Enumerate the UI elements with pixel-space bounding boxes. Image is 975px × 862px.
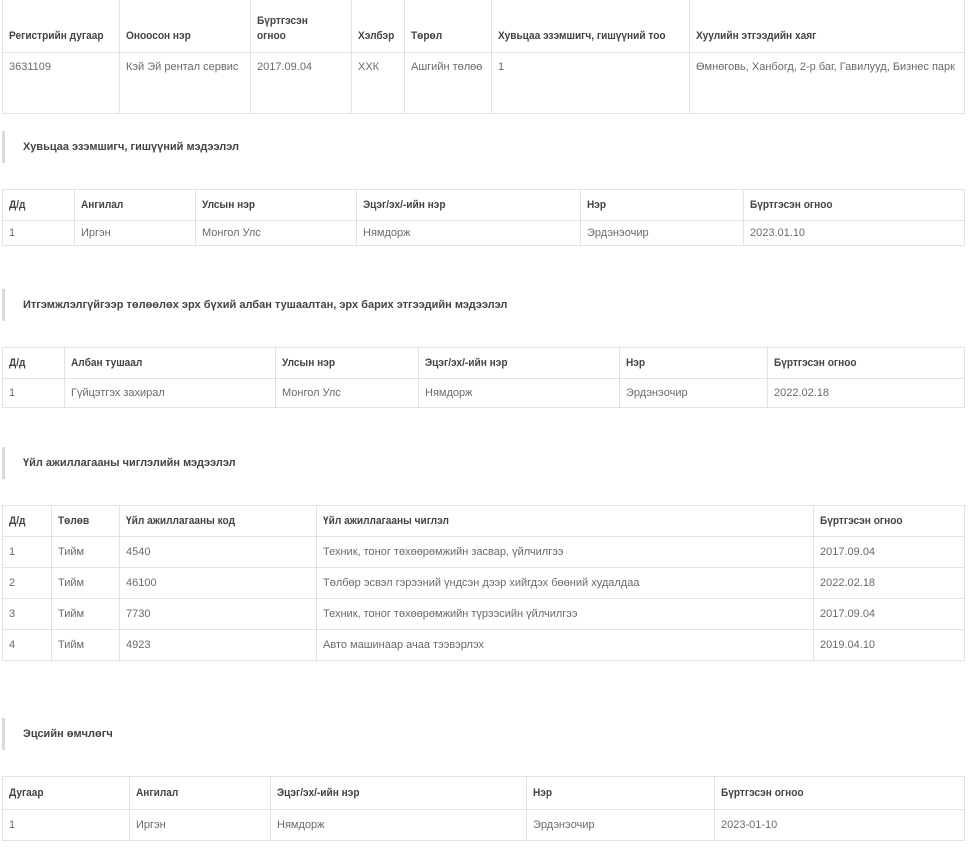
- cell: 2019.04.10: [814, 630, 965, 661]
- cell: 2: [3, 568, 52, 599]
- cell: 2022.02.18: [768, 379, 965, 408]
- header: Улсын нэр: [276, 348, 408, 379]
- officials-table: [2, 347, 965, 408]
- cell: Нямдорж: [271, 810, 527, 841]
- header-registered-date: Бүртгэсэн огноо: [251, 0, 344, 53]
- cell: Гүйцэтгэх захирал: [65, 379, 276, 408]
- section-shareholders: [2, 131, 964, 163]
- cell: Төлбөр эсвэл гэрээний үндсэн дээр хийгдэх бөөний худалдаа: [317, 568, 814, 599]
- section-title: Үйл ажиллагааны чиглэлийн мэдээлэл: [23, 457, 236, 469]
- cell: Нямдорж: [419, 379, 620, 408]
- section-title: Хувьцаа эзэмшигч, гишүүний мэдээлэл: [23, 141, 240, 153]
- header-name: Оноосон нэр: [120, 0, 241, 53]
- cell: 1: [3, 537, 52, 568]
- header: Улсын нэр: [196, 190, 344, 221]
- header: Бүртгэсэн огноо: [814, 506, 953, 537]
- header-register-number: Регистрийн дугаар: [3, 0, 111, 53]
- header: Ангилал: [75, 190, 186, 221]
- table-row: [3, 568, 965, 599]
- cell: 4923: [120, 630, 317, 661]
- cell: 1: [492, 53, 690, 114]
- header: Дугаар: [3, 777, 120, 810]
- cell: Монгол Улс: [196, 221, 357, 246]
- cell: 1: [3, 810, 130, 841]
- cell: 1: [3, 379, 65, 408]
- header: Бүртгэсэн огноо: [715, 777, 945, 810]
- cell: 46100: [120, 568, 317, 599]
- cell: Ашгийн төлөө: [405, 53, 492, 114]
- cell: 4: [3, 630, 52, 661]
- header: Үйл ажиллагааны чиглэл: [317, 506, 774, 537]
- cell: Эрдэнэочир: [620, 379, 768, 408]
- cell: 2017.09.04: [814, 599, 965, 630]
- header: Нэр: [620, 348, 756, 379]
- beneficiary-table: [2, 776, 965, 841]
- header: Эцэг/эх/-ийн нэр: [357, 190, 563, 221]
- header-shareholder-count: Хувьцаа эзэмшигч, гишүүний тоо: [492, 0, 674, 53]
- header: Бүртгэсэн огноо: [744, 190, 947, 221]
- cell: 4540: [120, 537, 317, 568]
- header: Д/д: [3, 190, 69, 221]
- cell: 2023-01-10: [715, 810, 965, 841]
- table-row: [3, 379, 965, 408]
- cell: 2022.02.18: [814, 568, 965, 599]
- cell: Тийм: [52, 537, 120, 568]
- header: Үйл ажиллагааны код: [120, 506, 301, 537]
- cell: Монгол Улс: [276, 379, 419, 408]
- cell: Тийм: [52, 568, 120, 599]
- header: Д/д: [3, 348, 60, 379]
- cell: 1: [3, 221, 75, 246]
- cell: Иргэн: [130, 810, 271, 841]
- table-row: [3, 630, 965, 661]
- header: Төлөв: [52, 506, 115, 537]
- table-row: [3, 537, 965, 568]
- section-activities: [2, 447, 964, 479]
- header-type: Төрөл: [405, 0, 485, 53]
- header: Ангилал: [130, 777, 260, 810]
- cell: 2017.09.04: [814, 537, 965, 568]
- header: Албан тушаал: [65, 348, 259, 379]
- header: Нэр: [527, 777, 700, 810]
- header: Эцэг/эх/-ийн нэр: [419, 348, 604, 379]
- cell: 3: [3, 599, 52, 630]
- header: Эцэг/эх/-ийн нэр: [271, 777, 507, 810]
- cell: 2023.01.10: [744, 221, 965, 246]
- cell: Иргэн: [75, 221, 196, 246]
- cell: Нямдорж: [357, 221, 581, 246]
- activities-table: [2, 505, 965, 661]
- table-row: [3, 810, 965, 841]
- cell: 7730: [120, 599, 317, 630]
- cell: Эрдэнэочир: [527, 810, 715, 841]
- header: Бүртгэсэн огноо: [768, 348, 949, 379]
- table-row: [3, 53, 965, 114]
- section-title: Эцсийн өмчлөгч: [23, 728, 113, 740]
- shareholders-table: [2, 189, 965, 246]
- cell: Тийм: [52, 599, 120, 630]
- cell: Техник, тоног төхөөрөмжийн засвар, үйлчилгээ: [317, 537, 814, 568]
- cell: Өмнөговь, Ханбогд, 2-р баг, Гавилууд, Бизнес парк: [690, 53, 965, 114]
- header-address: Хуулийн этгээдийн хаяг: [690, 0, 943, 53]
- cell: Тийм: [52, 630, 120, 661]
- section-officials: [2, 289, 964, 321]
- cell: ХХК: [352, 53, 405, 114]
- section-beneficiary: [2, 718, 964, 750]
- table-row: [3, 599, 965, 630]
- cell: 2017.09.04: [251, 53, 352, 114]
- header: Нэр: [581, 190, 731, 221]
- cell: 3631109: [3, 53, 120, 114]
- cell: Эрдэнэочир: [581, 221, 744, 246]
- section-title: Итгэмжлэлгүйгээр төлөөлөх эрх бүхий албан тушаалтан, эрх барих этгээдийн мэдээлэл: [23, 299, 508, 311]
- header-form: Хэлбэр: [352, 0, 401, 53]
- company-table: [2, 0, 965, 114]
- cell: Кэй Эй рентал сервис: [120, 53, 251, 114]
- cell: Техник, тоног төхөөрөмжийн түрээсийн үйлчилгээ: [317, 599, 814, 630]
- header: Д/д: [3, 506, 48, 537]
- cell: Авто машинаар ачаа тээвэрлэх: [317, 630, 814, 661]
- table-row: [3, 221, 965, 246]
